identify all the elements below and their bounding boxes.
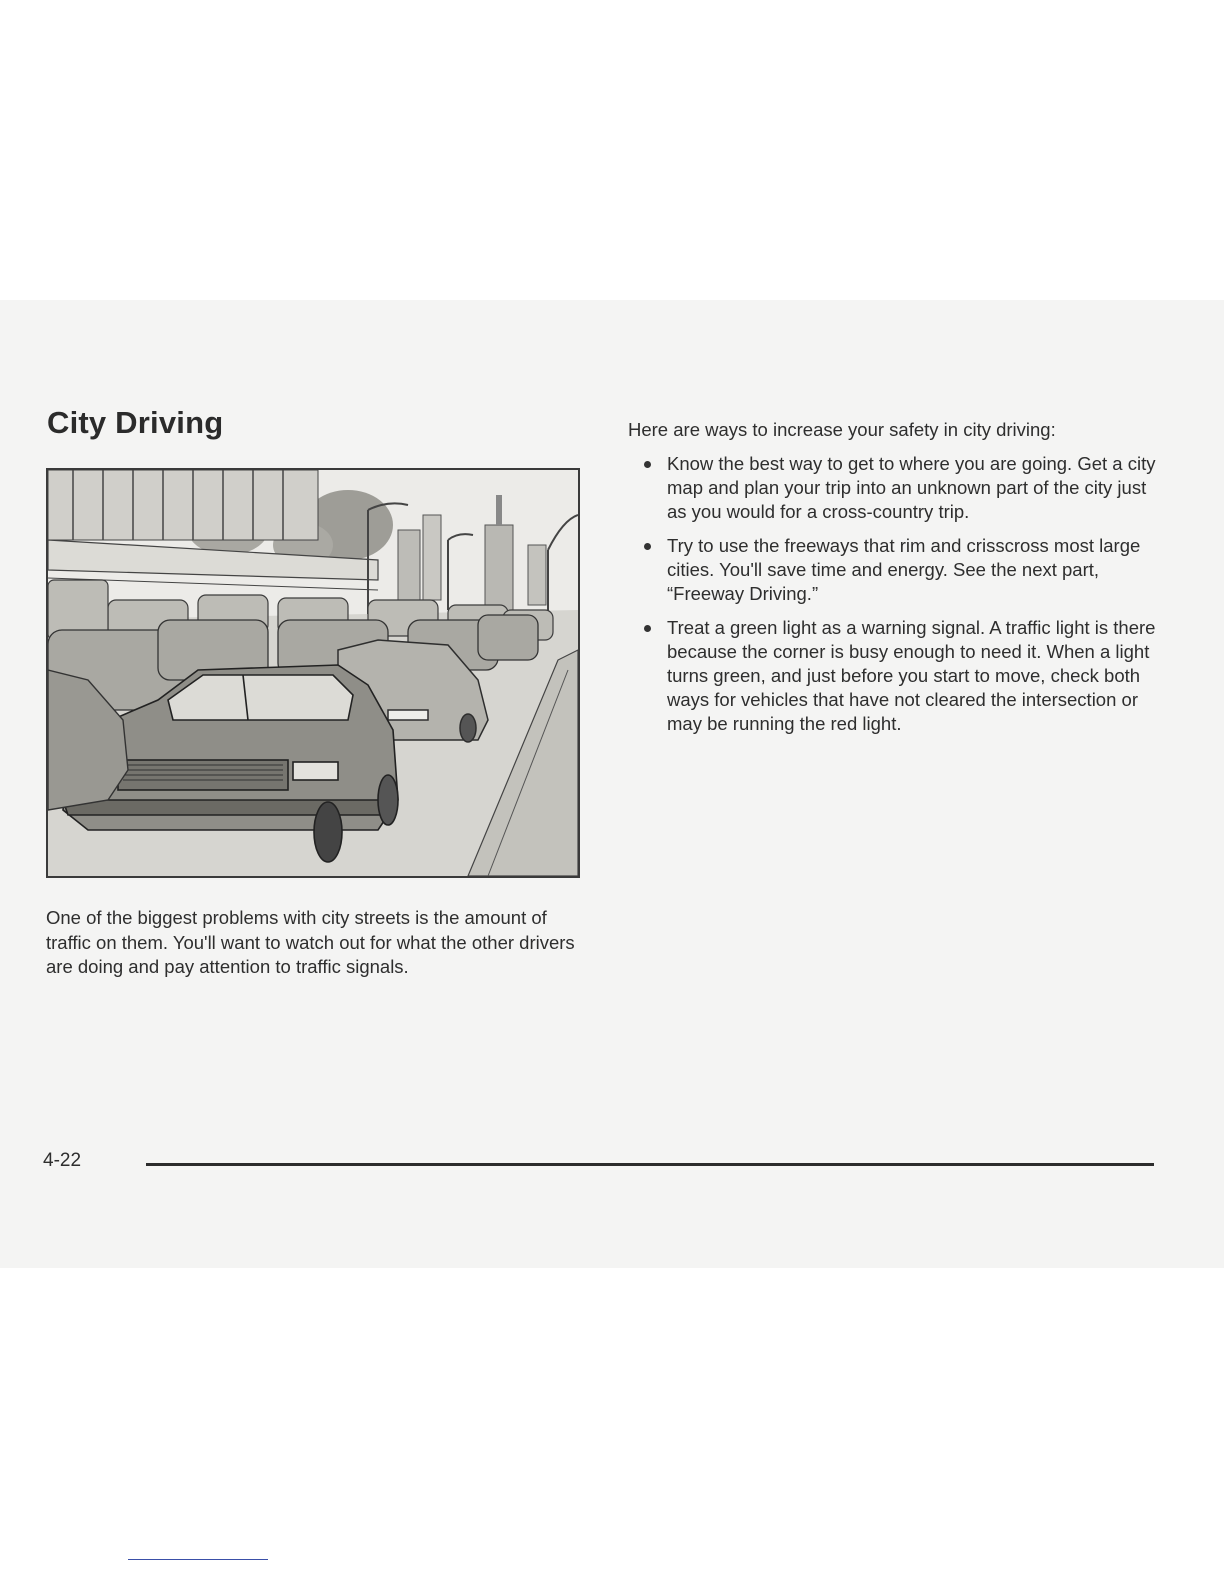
- tips-lead: Here are ways to increase your safety in city driving:: [628, 419, 1056, 440]
- list-item: [628, 452, 1168, 524]
- city-traffic-drawing: [48, 470, 578, 876]
- intro-paragraph: One of the biggest problems with city streets is the amount of traffic on them. You'll want to watch out for what the other drivers are doing and pay attention to traffic signals.: [46, 907, 575, 977]
- list-item: [628, 534, 1168, 606]
- tip-text: Treat a green light as a warning signal. A traffic light is there because the corner is busy enough to need it. When a light turns green, and just before you start to move, check both ways for vehicles that have not cleared the intersection or may be running the red light.: [667, 617, 1156, 734]
- tip-text: Try to use the freeways that rim and crisscross most large cities. You'll save time and energy. See the next part, “Freeway Driving.”: [667, 535, 1141, 604]
- bullet-icon: [644, 543, 651, 550]
- bullet-icon: [644, 625, 651, 632]
- bullet-icon: [644, 461, 651, 468]
- safety-tips-section: [628, 418, 1168, 746]
- tips-list: [628, 452, 1168, 736]
- link-underline[interactable]: [128, 1559, 268, 1560]
- list-item: [628, 616, 1168, 736]
- footer-rule: [146, 1163, 1154, 1166]
- tip-text: Know the best way to get to where you are going. Get a city map and plan your trip into an unknown part of the city just as you would for a cross-country trip.: [667, 453, 1156, 522]
- city-traffic-illustration: [46, 468, 580, 878]
- page-number: 4-22: [43, 1150, 82, 1171]
- page-title: City Driving: [47, 405, 224, 440]
